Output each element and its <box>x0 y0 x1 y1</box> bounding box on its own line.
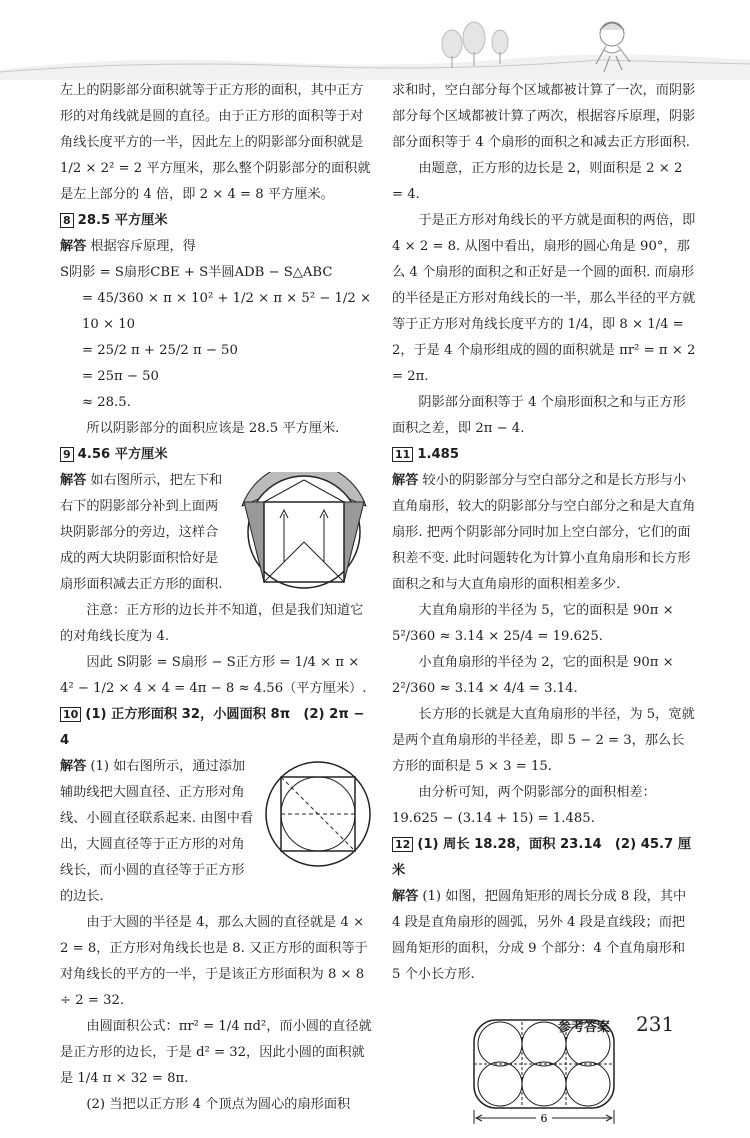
paragraph: 1/2 × 2² = 2 平方厘米，那么整个阴影部分的面积就是左上部分的 4 倍，即 2 × 4 = 8 平方厘米。 <box>60 161 371 202</box>
left-column <box>60 78 374 1118</box>
question-8-header <box>60 208 374 234</box>
paragraph: 大直角扇形的半径为 5，它的面积是 90π × 5²/360 ≈ 3.14 × 25/4 = 19.625. <box>392 603 674 644</box>
question-number: 11 <box>392 447 413 462</box>
solution-label: 解答 <box>392 473 419 488</box>
paragraph: 由题意，正方形的边长是 2，则面积是 2 × 2 = 4. <box>392 161 683 202</box>
header-decoration <box>0 0 750 80</box>
paragraph: 长方形的长就是大直角扇形的半径，为 5，宽就是两个直角扇形的半径差，即 5 − 2 = 3，那么长方形的面积是 5 × 3 = 15. <box>392 707 695 774</box>
solution-text: 如右图所示，把左下和右下的阴影部分补到上面两块阴影部分的旁边，这样合成的两大块阴影面积恰好是扇形面积减去正方形的面积. <box>60 473 223 592</box>
formula-line: ≈ 28.5. <box>82 395 131 410</box>
question-number: 8 <box>60 213 74 228</box>
solution-label: 解答 <box>392 889 419 904</box>
paragraph: 小直角扇形的半径为 2，它的面积是 90π × 2²/360 ≈ 3.14 × 4/4 = 3.14. <box>392 655 674 696</box>
paragraph: 求和时，空白部分每个区域都被计算了一次，而阴影部分每个区域都被计算了两次，根据容斥原理，阴影部分面积等于 4 个扇形的面积之和减去正方形面积. <box>392 83 696 150</box>
formula-line: = 45/360 × π × 10² + 1/2 × π × 5² − 1/2 × 10 × 10 <box>82 291 372 332</box>
answer-heading: (1) 周长 18.28，面积 23.14 (2) 45.7 厘米 <box>392 837 692 878</box>
solution-text: 较小的阴影部分与空白部分之和是长方形与小直角扇形，较大的阴影部分与空白部分之和是大直角扇形. 把两个阴影部分同时加上空白部分，它们的面积差不变. 此时问题转化为计算小直角扇形和长方形面积之和与大直角扇形的面积相差多少. <box>392 473 696 592</box>
dimension-label: 6 <box>540 1112 548 1125</box>
figure-circles-and-square <box>262 758 374 870</box>
answer-heading: 28.5 平方厘米 <box>77 213 168 228</box>
paragraph: 所以阴影部分的面积应该是 28.5 平方厘米. <box>86 421 340 436</box>
solution-text: (1) 如图，把圆角矩形的周长分成 8 段，其中 4 段是直角扇形的圆弧，另外 4 段是直线段；而把圆角矩形的面积，分成 9 个部分：4 个直角扇形和 5 个小长方形. <box>392 889 687 982</box>
section-label: 参考答案 <box>558 1020 611 1035</box>
paragraph: 注意：正方形的边长并不知道，但是我们知道它的对角线长度为 4. <box>60 603 364 644</box>
solution-label: 解答 <box>60 473 87 488</box>
page-footer <box>558 1012 674 1036</box>
figure-square-in-circle <box>234 472 374 592</box>
solution-text: 根据容斥原理，得 <box>90 239 196 254</box>
paragraph: 阴影部分面积等于 4 个扇形面积之和与正方形面积之差，即 2π − 4. <box>392 395 686 436</box>
paragraph: (2) 当把以正方形 4 个顶点为圆心的扇形面积 <box>86 1097 351 1112</box>
solution-label: 解答 <box>60 759 87 774</box>
paragraph: 左上的阴影部分面积就等于正方形的面积，其中正方形的对角线就是圆的直径。由于正方形的面积等于对角线长度平方的一半，因此左上的阴影部分面积就是 <box>60 83 364 150</box>
formula-line: = 25π − 50 <box>82 369 159 384</box>
solution-text: (1) 如右图所示，通过添加辅助线把大圆直径、正方形对角线、小圆直径联系起来. 由图中看出，大圆直径等于正方形的对角线长，而小圆的直径等于正方形的边长. <box>60 759 254 904</box>
question-11-header <box>392 442 697 468</box>
question-9-header <box>60 442 374 468</box>
question-number: 12 <box>392 837 413 852</box>
question-12-header <box>392 832 697 884</box>
question-number: 10 <box>60 707 81 722</box>
answer-heading: 4.56 平方厘米 <box>77 447 168 462</box>
paragraph: 因此 S阴影 = S扇形 − S正方形 = 1/4 × π × 4² − 1/2 × 4 × 4 = 4π − 8 ≈ 4.56（平方厘米）. <box>60 655 367 696</box>
paragraph: 由分析可知，两个阴影部分的面积相差：19.625 − (3.14 + 15) = 1.485. <box>392 785 656 826</box>
right-column <box>392 78 697 1138</box>
paragraph: 由圆面积公式：πr² = 1/4 πd²，而小圆的直径就是正方形的边长，于是 d² = 32，因此小圆的面积就是 1/4 π × 32 = 8π. <box>60 1019 372 1086</box>
question-number: 9 <box>60 447 74 462</box>
paragraph: 由于大圆的半径是 4，那么大圆的直径就是 4 × 2 = 8，正方形对角线长也是 8. 又正方形的面积等于对角线长的平方的一半，于是该正方形面积为 8 × 8 ÷ 2 = 32. <box>60 915 368 1008</box>
paragraph: 于是正方形对角线长的平方就是面积的两倍，即 4 × 2 = 8. 从图中看出，扇形的圆心角是 90°，那么 4 个扇形的面积之和正好是一个圆的面积. 而扇形的半径是正方形对角线长的一半，那么半径的平方就等于正方形对角线长度平方的 1/4，即 8 × 1/4 = 2，于是 4 个扇形组成的圆的面积就是 πr² = π × 2 = 2π. <box>392 213 696 384</box>
formula-line: S阴影 = S扇形CBE + S半圆ADB − S△ABC <box>60 265 333 280</box>
answer-heading: (1) 正方形面积 32，小圆面积 8π (2) 2π − 4 <box>60 707 365 748</box>
formula-line: = 25/2 π + 25/2 π − 50 <box>82 343 238 358</box>
solution-label: 解答 <box>60 239 87 254</box>
question-10-header <box>60 702 374 754</box>
page-number: 231 <box>636 1012 675 1036</box>
answer-heading: 1.485 <box>417 447 460 462</box>
